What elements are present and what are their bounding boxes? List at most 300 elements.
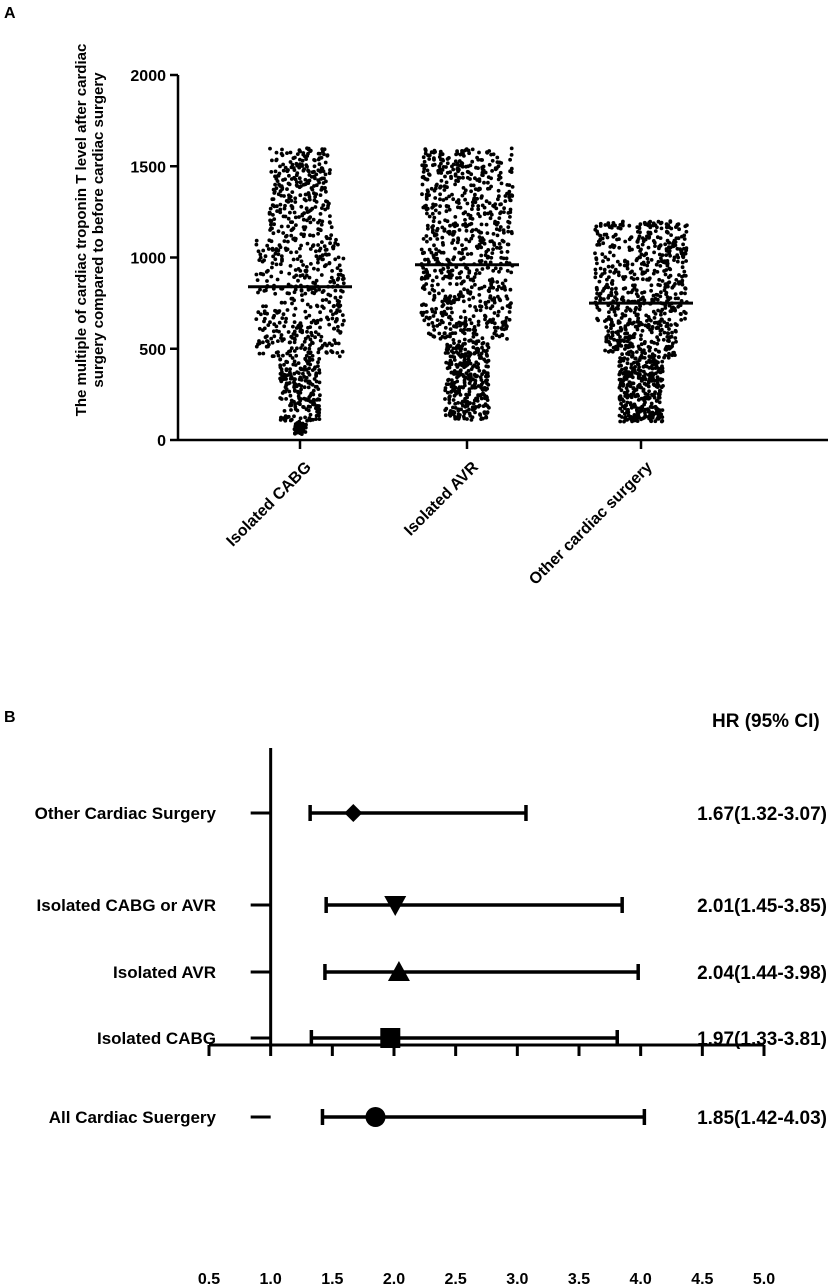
panel-a-data-point (298, 148, 302, 152)
panel-a-data-point (682, 270, 686, 274)
panel-a-data-point (268, 147, 272, 151)
panel-a-data-point (448, 335, 452, 339)
panel-a-data-point (660, 419, 664, 423)
panel-a-data-point (309, 247, 313, 251)
panel-a-data-point (449, 276, 453, 280)
panel-a-data-point (475, 365, 479, 369)
panel-a-data-point (478, 271, 482, 275)
panel-a-data-point (304, 178, 308, 182)
panel-a-data-point (440, 312, 444, 316)
panel-b-rows (35, 804, 827, 1129)
panel-a-data-point (453, 402, 457, 406)
panel-a-data-point (641, 329, 645, 333)
panel-a-data-point (319, 228, 323, 232)
panel-a-data-point (667, 318, 671, 322)
panel-a-data-point (332, 281, 336, 285)
panel-a-data-point (499, 267, 503, 271)
panel-a-data-point (265, 345, 269, 349)
panel-a-data-point (270, 266, 274, 270)
panel-a-data-point (284, 166, 288, 170)
panel-a-data-point (447, 316, 451, 320)
forest-row-label: Isolated CABG (96, 1029, 216, 1048)
panel-a-data-point (473, 381, 477, 385)
panel-a-data-point (309, 392, 313, 396)
panel-a-data-point (453, 358, 457, 362)
panel-a-data-point (639, 222, 643, 226)
panel-a-y-tick-label: 500 (139, 341, 166, 359)
panel-a-data-point (646, 407, 650, 411)
panel-a-data-point (455, 380, 459, 384)
panel-a-data-point (293, 200, 297, 204)
panel-a-data-point (485, 349, 489, 353)
panel-a-data-point (432, 298, 436, 302)
panel-a-data-point (639, 297, 643, 301)
panel-a-data-point (450, 311, 454, 315)
panel-a-data-point (296, 409, 300, 413)
panel-a-data-point (624, 344, 628, 348)
panel-a-data-point (434, 252, 438, 256)
panel-a-data-point (653, 241, 657, 245)
panel-a-data-point (677, 282, 681, 286)
panel-a-data-point (463, 338, 467, 342)
panel-a-data-point (647, 317, 651, 321)
panel-a-data-point (649, 289, 653, 293)
panel-a-data-point (314, 249, 318, 253)
panel-a-data-point (432, 219, 436, 223)
panel-a-data-point (272, 329, 276, 333)
panel-a-data-point (447, 398, 451, 402)
panel-a-data-point (275, 158, 279, 162)
panel-a-data-point (259, 312, 263, 316)
panel-b-x-tick-label: 4.0 (629, 1271, 652, 1288)
panel-a-data-point (428, 153, 432, 157)
panel-a-data-point (662, 320, 666, 324)
panel-a-data-point (425, 271, 429, 275)
panel-a-data-point (480, 383, 484, 387)
panel-a-data-point (308, 233, 312, 237)
panel-a-data-point (430, 225, 434, 229)
panel-a-data-point (282, 215, 286, 219)
panel-a-data-point (498, 161, 502, 165)
panel-a-data-point (664, 268, 668, 272)
panel-a-data-point (653, 244, 657, 248)
panel-a-data-point (446, 161, 450, 165)
panel-a-data-point (676, 260, 680, 264)
panel-a-data-point (301, 159, 305, 163)
panel-a-data-point (308, 343, 312, 347)
panel-a-data-point (642, 389, 646, 393)
panel-a-data-point (300, 430, 304, 434)
panel-a-data-point (471, 204, 475, 208)
panel-a-data-point (324, 199, 328, 203)
panel-a-data-point (480, 194, 484, 198)
panel-b-forest-plot (35, 748, 827, 1288)
panel-a-data-point (476, 347, 480, 351)
panel-a-data-point (309, 208, 313, 212)
panel-a-data-point (488, 201, 492, 205)
panel-a-data-point (647, 415, 651, 419)
panel-a-data-point (320, 206, 324, 210)
panel-a-data-point (495, 166, 499, 170)
panel-a-data-point (315, 385, 319, 389)
panel-a-data-point (316, 243, 320, 247)
panel-a-data-point (684, 259, 688, 263)
panel-a-data-point (456, 415, 460, 419)
panel-a-data-point (269, 170, 273, 174)
panel-a-data-point (287, 217, 291, 221)
panel-a-data-point (458, 272, 462, 276)
panel-a-data-point (314, 173, 318, 177)
panel-a-data-point (602, 297, 606, 301)
panel-a-data-point (510, 194, 514, 198)
panel-a-data-point (632, 369, 636, 373)
panel-a-data-point (664, 273, 668, 277)
panel-a-data-point (488, 187, 492, 191)
panel-a-data-point (466, 267, 470, 271)
forest-row-label: Isolated CABG or AVR (36, 896, 216, 915)
panel-a-data-point (620, 397, 624, 401)
panel-a-data-point (427, 172, 431, 176)
panel-a-data-point (299, 232, 303, 236)
panel-a-data-point (683, 317, 687, 321)
panel-a-data-point (327, 253, 331, 257)
panel-a-data-point (334, 238, 338, 242)
panel-a-data-point (489, 318, 493, 322)
panel-a-data-point (660, 360, 664, 364)
panel-a-y-tick-label: 1000 (130, 250, 166, 268)
panel-a-data-point (618, 360, 622, 364)
panel-a-data-point (470, 207, 474, 211)
panel-a-data-point (620, 352, 624, 356)
panel-a-data-point (301, 343, 305, 347)
panel-a-data-point (473, 283, 477, 287)
panel-a-data-point (618, 420, 622, 424)
panel-a-data-point (659, 290, 663, 294)
panel-a-data-point (281, 153, 285, 157)
panel-a-data-point (660, 378, 664, 382)
forest-row (35, 804, 827, 825)
panel-a-data-point (631, 263, 635, 267)
panel-a-data-point (489, 216, 493, 220)
panel-a-data-point (482, 181, 486, 185)
panel-a-data-point (508, 310, 512, 314)
panel-a-data-point (293, 349, 297, 353)
panel-a-data-point (658, 244, 662, 248)
panel-a-data-point (476, 204, 480, 208)
panel-a-data-point (637, 362, 641, 366)
panel-a-data-point (658, 295, 662, 299)
panel-a-data-point (610, 320, 614, 324)
panel-a-data-point (454, 153, 458, 157)
panel-a-data-point (422, 271, 426, 275)
panel-a-data-point (463, 191, 467, 195)
panel-a-data-point (685, 230, 689, 234)
panel-a-data-point (338, 304, 342, 308)
panel-a-data-point (622, 287, 626, 291)
panel-a-data-point (438, 192, 442, 196)
panel-a-data-point (478, 304, 482, 308)
panel-a-data-point (462, 328, 466, 332)
panel-a-data-point (457, 374, 461, 378)
panel-a-data-point (434, 247, 438, 251)
panel-a-data-point (478, 231, 482, 235)
panel-a-data-point (467, 271, 471, 275)
panel-a-data-point (307, 170, 311, 174)
panel-a-data-point (306, 326, 310, 330)
panel-a-data-point (486, 321, 490, 325)
panel-a-data-point (264, 304, 268, 308)
panel-a-data-point (471, 279, 475, 283)
panel-a-data-point (475, 340, 479, 344)
panel-a-data-point (298, 326, 302, 330)
panel-a-data-point (294, 216, 298, 220)
panel-a-data-point (647, 231, 651, 235)
panel-a-data-point (425, 316, 429, 320)
panel-a-data-point (614, 290, 618, 294)
panel-a-data-point (421, 175, 425, 179)
panel-a-data-point (594, 271, 598, 275)
panel-a-data-point (610, 287, 614, 291)
panel-a-data-point (469, 362, 473, 366)
panel-a-data-point (292, 313, 296, 317)
panel-a-data-point (607, 310, 611, 314)
panel-a-data-point (642, 365, 646, 369)
panel-a-data-point (674, 330, 678, 334)
panel-a-data-point (294, 307, 298, 311)
panel-a-data-point (676, 247, 680, 251)
panel-a-data-point (279, 270, 283, 274)
panel-a-data-point (261, 272, 265, 276)
panel-a-data-point (639, 417, 643, 421)
panel-a-data-point (472, 332, 476, 336)
panel-a-data-point (635, 259, 639, 263)
panel-a-data-point (641, 277, 645, 281)
panel-a-data-point (301, 151, 305, 155)
panel-a-data-point (466, 176, 470, 180)
forest-row-label: All Cardiac Suergery (48, 1108, 216, 1127)
panel-a-data-point (478, 299, 482, 303)
panel-a-data-point (475, 197, 479, 201)
panel-a-data-point (476, 212, 480, 216)
panel-a-data-point (451, 269, 455, 273)
panel-a-data-point (293, 211, 297, 215)
panel-a-data-point (431, 279, 435, 283)
panel-a-data-point (320, 177, 324, 181)
panel-a-data-point (448, 208, 452, 212)
panel-a-data-point (663, 331, 667, 335)
panel-a-data-point (285, 151, 289, 155)
panel-a-data-point (283, 239, 287, 243)
panel-a-data-point (336, 325, 340, 329)
panel-a-data-point (341, 350, 345, 354)
panel-a-data-point (669, 346, 673, 350)
panel-a-data-point (270, 159, 274, 163)
panel-a-data-point (254, 317, 258, 321)
panel-a-data-point (496, 221, 500, 225)
panel-a-data-point (666, 332, 670, 336)
panel-a-y-axis-title (73, 44, 107, 417)
panel-a-data-point (256, 291, 260, 295)
panel-a-data-point (291, 228, 295, 232)
panel-a-data-point (341, 323, 345, 327)
panel-a-data-point (311, 234, 315, 238)
panel-a-data-point (469, 252, 473, 256)
panel-b-ticks (198, 1045, 775, 1288)
panel-a-data-point (304, 379, 308, 383)
panel-a-data-point (630, 290, 634, 294)
panel-a-data-point (461, 373, 465, 377)
panel-a-data-point (453, 215, 457, 219)
panel-a-data-point (328, 342, 332, 346)
panel-b-x-tick-label: 2.5 (444, 1271, 467, 1288)
panel-a-data-point (433, 196, 437, 200)
panel-a-data-point (325, 154, 329, 158)
panel-a-data-point (601, 237, 605, 241)
panel-a-data-point (635, 408, 639, 412)
panel-a-data-point (639, 334, 643, 338)
panel-a-data-point (480, 158, 484, 162)
panel-a-data-point (428, 248, 432, 252)
panel-a-data-point (452, 299, 456, 303)
panel-a-data-point (506, 243, 510, 247)
panel-a-data-point (431, 212, 435, 216)
panel-a-data-point (623, 336, 627, 340)
panel-a-data-point (420, 192, 424, 196)
panel-a-data-point (323, 244, 327, 248)
panel-a-data-point (286, 291, 290, 295)
panel-a-data-point (328, 171, 332, 175)
panel-a-data-point (265, 334, 269, 338)
panel-a-data-point (500, 250, 504, 254)
panel-a-data-point (468, 412, 472, 416)
panel-a-data-point (446, 157, 450, 161)
panel-a-data-point (325, 235, 329, 239)
panel-a-data-point (289, 394, 293, 398)
panel-a-data-point (299, 388, 303, 392)
panel-a-data-point (449, 306, 453, 310)
panel-a-data-point (598, 294, 602, 298)
panel-a-data-point (461, 248, 465, 252)
panel-a-data-point (658, 264, 662, 268)
panel-a-data-point (636, 385, 640, 389)
panel-a-data-point (613, 295, 617, 299)
panel-a-data-point (469, 172, 473, 176)
panel-a-data-point (470, 285, 474, 289)
panel-a-data-point (321, 298, 325, 302)
panel-a-data-point (324, 263, 328, 267)
panel-a-data-point (275, 186, 279, 190)
panel-a-data-point (440, 236, 444, 240)
panel-a-data-point (295, 164, 299, 168)
panel-a-data-point (431, 203, 435, 207)
panel-a-data-point (458, 363, 462, 367)
panel-a-data-point (443, 332, 447, 336)
panel-a-data-point (309, 418, 313, 422)
panel-a-data-point (636, 230, 640, 234)
panel-a-data-point (288, 211, 292, 215)
panel-a-data-point (280, 333, 284, 337)
panel-a-data-point (324, 180, 328, 184)
panel-a-data-point (311, 281, 315, 285)
panel-a-data-point (503, 199, 507, 203)
panel-a-data-point (339, 295, 343, 299)
panel-a-data-point (682, 247, 686, 251)
panel-a-data-point (508, 158, 512, 162)
panel-a-data-point (653, 390, 657, 394)
panel-a-data-point (490, 279, 494, 283)
panel-a-data-point (449, 327, 453, 331)
panel-a-data-point (497, 174, 501, 178)
panel-a-data-point (295, 250, 299, 254)
panel-a-data-point (497, 178, 501, 182)
panel-a-data-point (650, 258, 654, 262)
panel-a-data-point (481, 417, 485, 421)
panel-a-data-point (285, 199, 289, 203)
panel-a-data-point (315, 200, 319, 204)
panel-a-data-point (457, 168, 461, 172)
panel-a-data-point (661, 279, 665, 283)
panel-a-data-point (677, 222, 681, 226)
panel-a-data-point (603, 349, 607, 353)
panel-a-data-point (334, 296, 338, 300)
panel-a-data-point (627, 411, 631, 415)
panel-a-data-point (636, 372, 640, 376)
panel-a-data-point (466, 252, 470, 256)
panel-a-data-point (617, 319, 621, 323)
panel-a-data-point (511, 185, 515, 189)
panel-a-data-point (328, 168, 332, 172)
panel-a-data-point (452, 341, 456, 345)
panel-a-data-point (323, 187, 327, 191)
panel-a-data-point (621, 275, 625, 279)
panel-a-y-tick-label: 2000 (130, 68, 166, 85)
panel-a-data-point (609, 326, 613, 330)
panel-a-data-point (308, 198, 312, 202)
panel-a-data-point (464, 319, 468, 323)
panel-a-data-point (294, 354, 298, 358)
panel-a-data-point (606, 296, 610, 300)
panel-a-data-point (285, 169, 289, 173)
panel-a-data-point (295, 173, 299, 177)
panel-a-data-point (293, 389, 297, 393)
panel-a-data-point (457, 391, 461, 395)
panel-a-data-point (441, 267, 445, 271)
panel-a-data-point (640, 351, 644, 355)
panel-a-data-point (609, 349, 613, 353)
panel-a-data-point (611, 279, 615, 283)
panel-a-data-point (450, 378, 454, 382)
panel-a-data-point (324, 161, 328, 165)
panel-a-data-point (455, 276, 459, 280)
panel-a-data-point (479, 254, 483, 258)
panel-a-data-point (630, 235, 634, 239)
panel-a-data-point (606, 221, 610, 225)
panel-a-data-point (657, 322, 661, 326)
panel-a-data-point (666, 264, 670, 268)
panel-a-data-point (279, 203, 283, 207)
panel-a-data-point (443, 185, 447, 189)
panel-a-data-point (463, 376, 467, 380)
panel-a-data-point (625, 352, 629, 356)
panel-a-data-point (660, 308, 664, 312)
panel-a-data-point (449, 176, 453, 180)
panel-a-data-point (261, 340, 265, 344)
panel-a-data-point (650, 340, 654, 344)
panel-a-data-point (423, 204, 427, 208)
panel-a-data-point (660, 227, 664, 231)
panel-a-data-point (595, 317, 599, 321)
panel-a-data-point (282, 312, 286, 316)
